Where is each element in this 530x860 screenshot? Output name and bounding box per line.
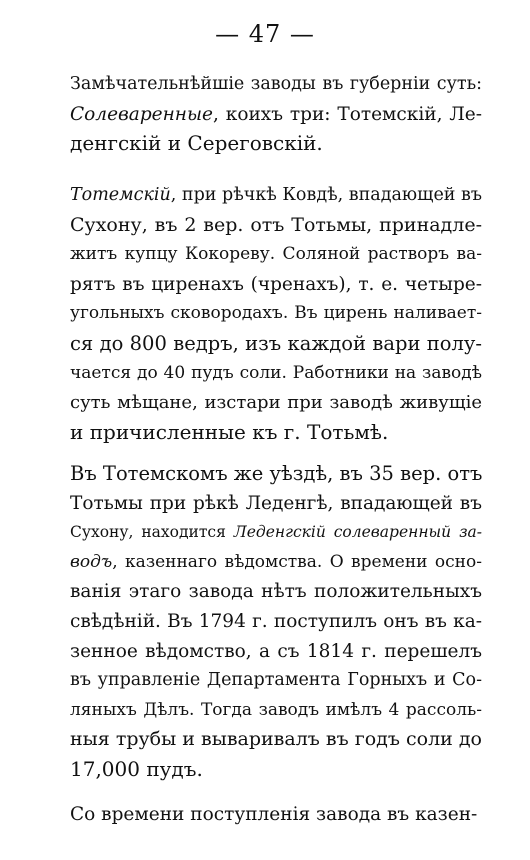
text-run: чается до 40 пудъ соли. Работники на заводѣ (70, 362, 482, 383)
text-run: ванія этаго завода нѣтъ положительныхъ (70, 581, 482, 603)
text-run: , при рѣчкѣ Ковдѣ, впадающей въ (170, 185, 483, 205)
text-line (70, 418, 482, 448)
text-line (70, 100, 482, 130)
text-line (70, 725, 482, 755)
text-run: ся до 800 ведръ, изъ каждой вари полу- (70, 331, 482, 355)
text-run: въ управленіе Департамента Горныхъ и Со- (70, 670, 482, 691)
paragraph-ledenga-works (70, 459, 482, 785)
text-run: , казеннаго вѣдомства. О времени осно- (112, 551, 482, 572)
text-line (70, 666, 482, 696)
text-run: ляныхъ Дѣлъ. Тогда заводъ имѣлъ 4 рассоль- (70, 699, 482, 720)
text-line (70, 299, 482, 329)
text-line (70, 329, 482, 359)
text-run: житъ купцу Кокореву. Соляной растворъ ва- (70, 244, 482, 265)
text-line (70, 359, 482, 389)
text-run: Замѣчательнѣйшіе заводы въ губерніи суть: (70, 74, 482, 94)
text-line (70, 800, 482, 830)
text-run: Сухону, въ 2 вер. отъ Тотьмы, принадле- (70, 213, 482, 236)
text-run: Сухону, находится (70, 523, 234, 542)
text-run: денгскій и Сереговскій. (70, 131, 323, 156)
text-line (70, 548, 482, 578)
text-run: Тотьмы при рѣкѣ Леденгѣ, впадающей въ (70, 492, 482, 514)
paragraph-continuation (70, 800, 482, 830)
italic-text: Солеваренные (70, 103, 213, 125)
text-line (70, 240, 482, 270)
text-run: угольныхъ сковородахъ. Въ цирень наливает- (70, 303, 482, 324)
text-line (70, 388, 482, 418)
page-number: — 47 — (215, 20, 315, 48)
text-run: суть мѣщане, изстари при заводѣ живущіе (70, 392, 482, 414)
text-line (70, 459, 482, 489)
text-line (70, 637, 482, 667)
text-line (70, 181, 482, 211)
text-run: Въ Тотемскомъ же уѣздѣ, въ 35 вер. отъ (70, 462, 483, 485)
text-line (70, 70, 482, 100)
text-line (70, 577, 482, 607)
italic-text: водъ (70, 551, 113, 572)
text-line (70, 489, 482, 519)
text-line (70, 755, 482, 785)
text-line (70, 696, 482, 726)
paragraph-totma-works (70, 181, 482, 447)
text-line (70, 270, 482, 300)
italic-text: Тотемскій (70, 185, 171, 205)
text-line (70, 518, 482, 548)
text-line (70, 211, 482, 241)
text-run: свѣдѣній. Въ 1794 г. поступилъ онъ въ ка- (70, 610, 482, 632)
text-run: 17,000 пудъ. (70, 756, 203, 781)
text-run: рятъ въ циренахъ (чренахъ), т. е. четыре- (70, 273, 482, 295)
text-run: и причисленные къ г. Тотьмѣ. (70, 419, 389, 444)
text-line (70, 129, 482, 159)
text-run: Со времени поступленія завода въ казен- (70, 804, 478, 825)
text-run: , коихъ три: Тотемскій, Ле- (213, 103, 482, 125)
italic-text: Леденгскій солеваренный за- (233, 523, 482, 542)
text-line (70, 607, 482, 637)
paragraph-salt-works-intro (70, 70, 482, 159)
text-run: ныя трубы и вываривалъ въ годъ соли до (70, 728, 482, 751)
text-run: зенное вѣдомство, а съ 1814 г. перешелъ (70, 640, 482, 662)
